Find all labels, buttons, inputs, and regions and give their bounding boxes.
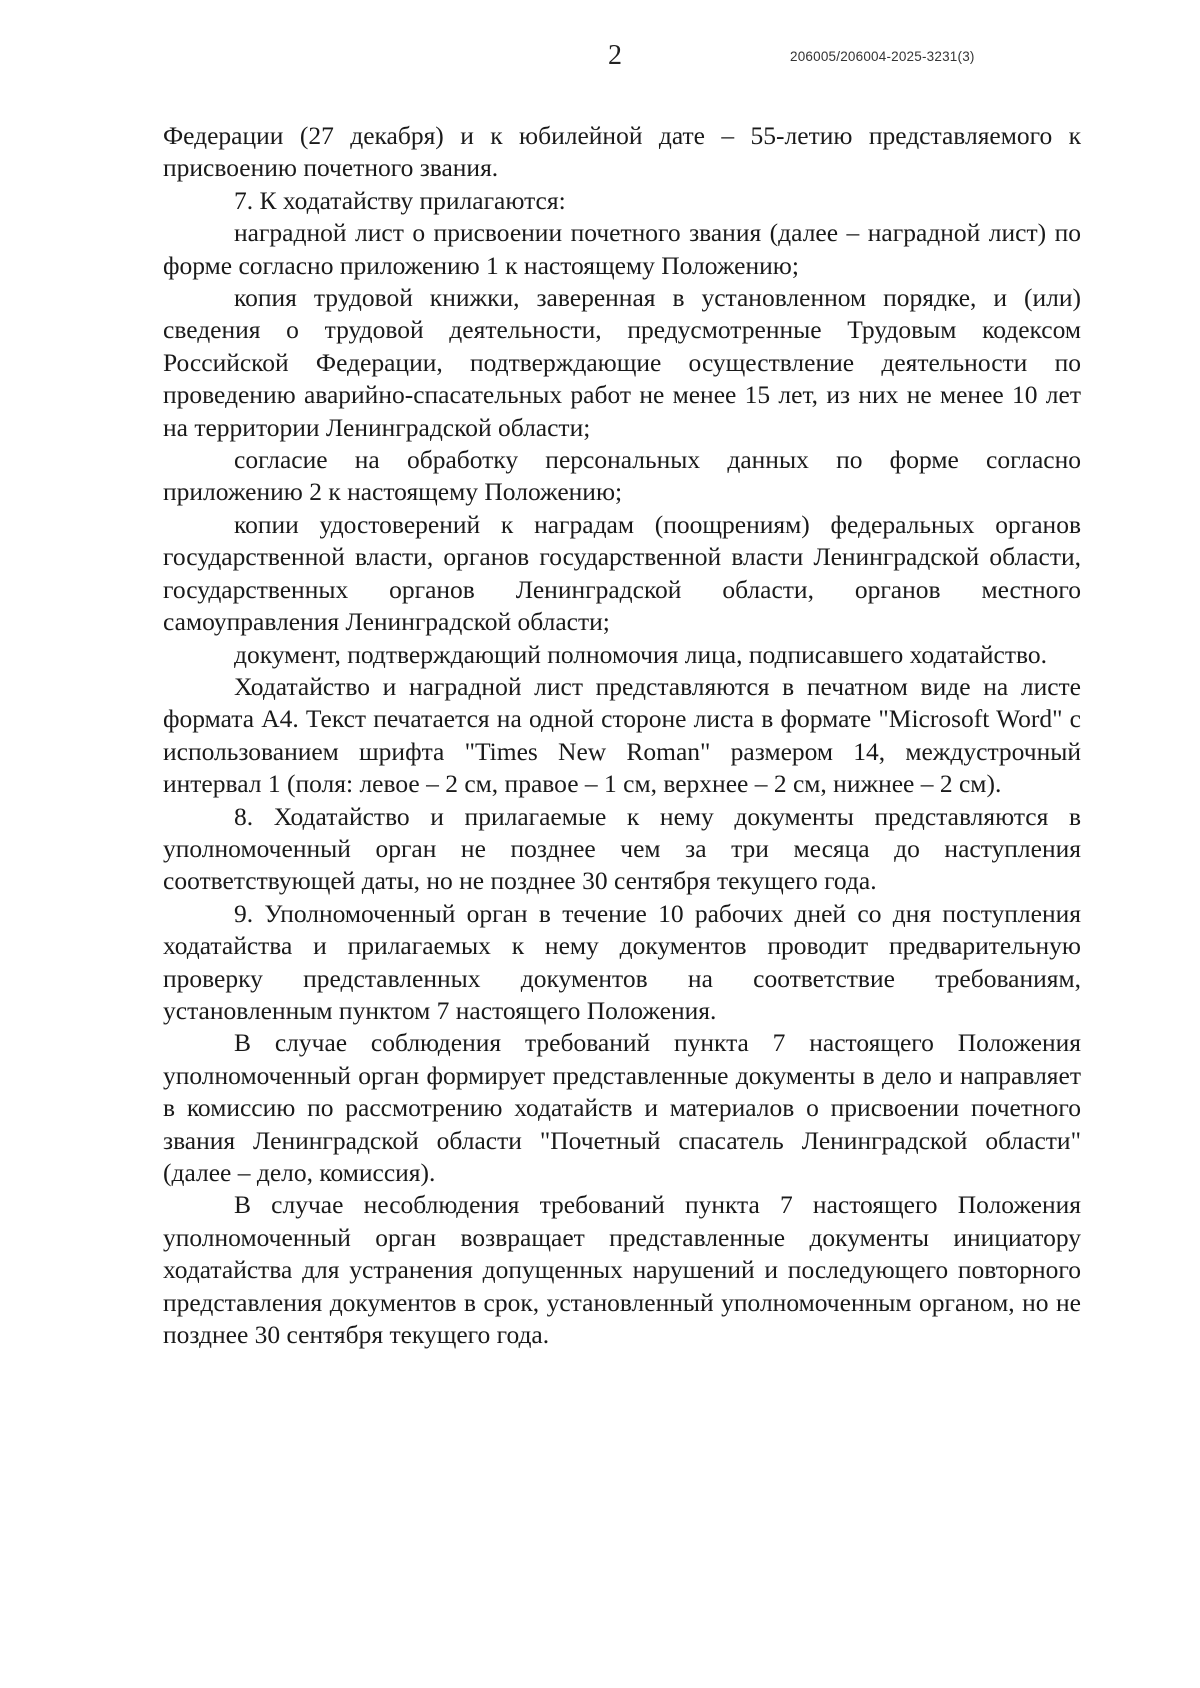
paragraph-noncompliance-case: В случае несоблюдения требований пункта 7 настоящего Положения уполномоченный орган возвращает представленные документы инициатору ходатайства для устранения допущенных нарушений и последующего повторного представления документов в срок, установленный уполномоченным органом, но не позднее 30 сентября текущего года. — [163, 1190, 1081, 1350]
paragraph-compliance-case: В случае соблюдения требований пункта 7 настоящего Положения уполномоченный орган формирует представленные документы в дело и направляет в комиссию по рассмотрению ходатайств и материалов о присвоении почетного звания Ленинградской области "Почетный спасатель Ленинградской области" (далее – дело, комиссия). — [163, 1028, 1081, 1187]
paragraph-item-9: 9. Уполномоченный орган в течение 10 рабочих дней со дня поступления ходатайства и прилагаемых к нему документов проводит предварительную проверку представленных документов на соответствие требованиям, установленным пунктом 7 настоящего Положения. — [163, 898, 1081, 1025]
paragraph-authority-document: документ, подтверждающий полномочия лица, подписавшего ходатайство. — [234, 639, 1047, 669]
paragraph-item-7-heading: 7. К ходатайству прилагаются: — [234, 185, 566, 215]
paragraph-item-8: 8. Ходатайство и прилагаемые к нему документы представляются в уполномоченный орган не позднее чем за три месяца до наступления соответствующей даты, но не позднее 30 сентября текущего года. — [163, 801, 1081, 896]
paragraph-award-certificates: копии удостоверений к наградам (поощрениям) федеральных органов государственной власти, органов государственной власти Ленинградской области, государственных органов Ленинградской области, органов местного самоуправления Ленинградской области; — [163, 509, 1081, 637]
paragraph-format-requirements: Ходатайство и наградной лист представляются в печатном виде на листе формата А4. Текст печатается на одной стороне листа в формате "Microsoft Word" с использованием шрифта "Times New Roman" размером 14, междустрочный интервал 1 (поля: левое – 2 см, правое – 1 см, верхнее – 2 см, нижнее – 2 см). — [163, 671, 1081, 799]
paragraph-award-sheet: наградной лист о присвоении почетного звания (далее – наградной лист) по форме согласно приложению 1 к настоящему Положению; — [163, 218, 1081, 280]
paragraph-personal-data-consent: согласие на обработку персональных данных по форме согласно приложению 2 к настоящему Положению; — [163, 445, 1081, 507]
page-number: 2 — [608, 40, 622, 71]
document-registration-number: 206005/206004-2025-3231(3) — [790, 49, 975, 64]
document-body — [163, 120, 1081, 1351]
paragraph-employment-record: копия трудовой книжки, заверенная в установленном порядке, и (или) сведения о трудовой деятельности, предусмотренные Трудовым кодексом Российской Федерации, подтверждающие осуществление деятельности по проведению аварийно-спасательных работ не менее 15 лет, из них не менее 10 лет на территории Ленинградской области; — [163, 283, 1081, 442]
paragraph-continuation: Федерации (27 декабря) и к юбилейной дате – 55-летию представляемого к присвоению почетного звания. — [163, 121, 1081, 183]
